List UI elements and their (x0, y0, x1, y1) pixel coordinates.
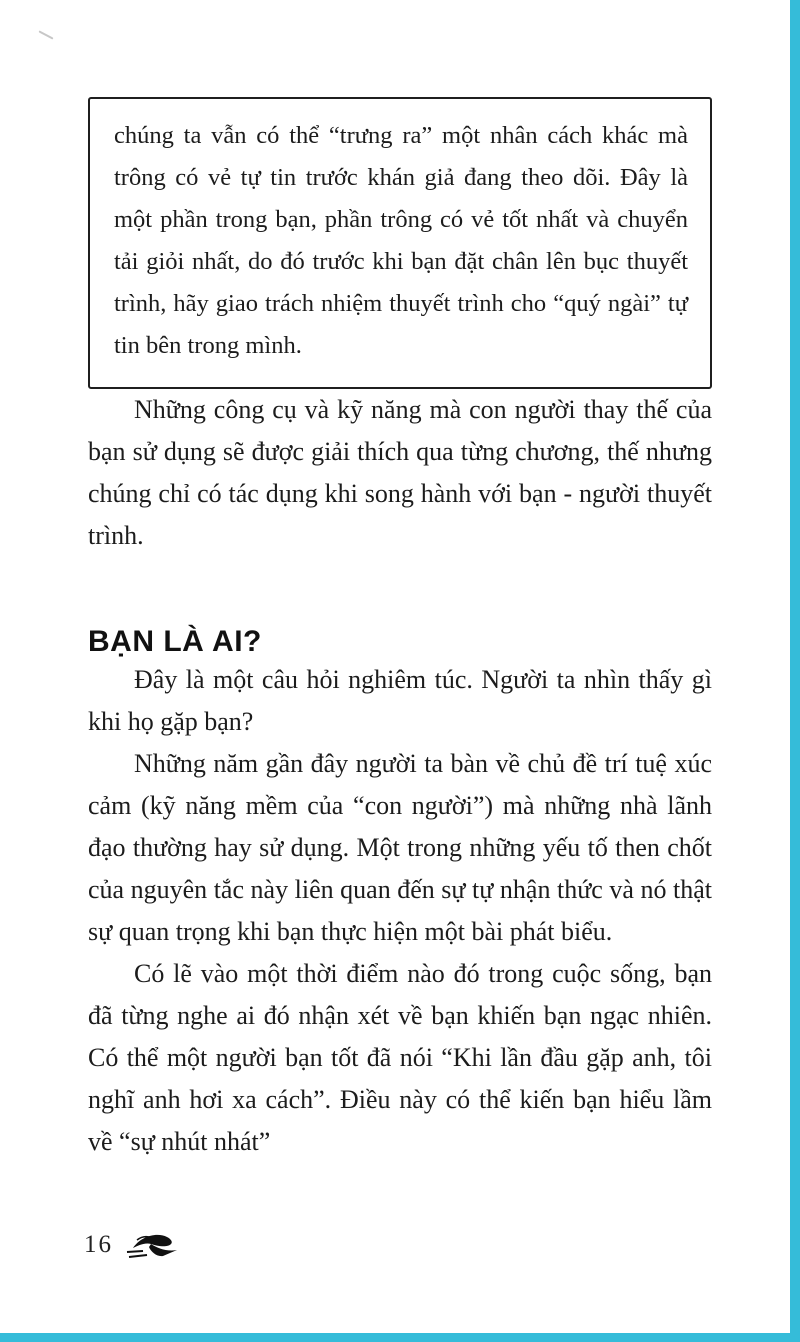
quote-box (88, 97, 712, 389)
page-edge-bottom (0, 1333, 800, 1342)
quote-box-text: chúng ta vẫn có thể “trưng ra” một nhân cách khác mà trông có vẻ tự tin trước khán giả đang theo dõi. Đây là một phần trong bạn, phần trông có vẻ tốt nhất và chuyển tải giỏi nhất, do đó trước khi bạn đặt chân lên bục thuyết trình, hãy giao trách nhiệm thuyết trình cho “quý ngài” tự tin bên trong mình. (114, 122, 688, 359)
section-heading: BẠN LÀ AI? (88, 625, 262, 658)
section-paragraph: Có lẽ vào một thời điểm nào đó trong cuộc sống, bạn đã từng nghe ai đó nhận xét về bạn khiến bạn ngạc nhiên. Có thể một người bạn tốt đã nói “Khi lần đầu gặp anh, tôi nghĩ anh hơi xa cách”. Điều này có thể kiến bạn hiểu lầm về “sự nhút nhát” (88, 959, 712, 1156)
section-paragraph: Đây là một câu hỏi nghiêm túc. Người ta nhìn thấy gì khi họ gặp bạn? (88, 665, 712, 736)
flying-quill-ornament-icon (123, 1228, 181, 1262)
section-paragraph: Những năm gần đây người ta bàn về chủ đề trí tuệ xúc cảm (kỹ năng mềm của “con người”) mà những nhà lãnh đạo thường hay sử dụng. Một trong những yếu tố then chốt của nguyên tắc này liên quan đến sự tự nhận thức và nó thật sự quan trọng khi bạn thực hiện một bài phát biểu. (88, 749, 712, 946)
page-edge-right (790, 0, 800, 1342)
page-footer (84, 1228, 181, 1262)
page-number: 16 (84, 1231, 113, 1258)
intro-paragraph: Những công cụ và kỹ năng mà con người thay thế của bạn sử dụng sẽ được giải thích qua từng chương, thế nhưng chúng chỉ có tác dụng khi song hành với bạn - người thuyết trình. (88, 395, 712, 550)
scan-artifact-mark (38, 30, 53, 39)
page-content (88, 0, 712, 1163)
